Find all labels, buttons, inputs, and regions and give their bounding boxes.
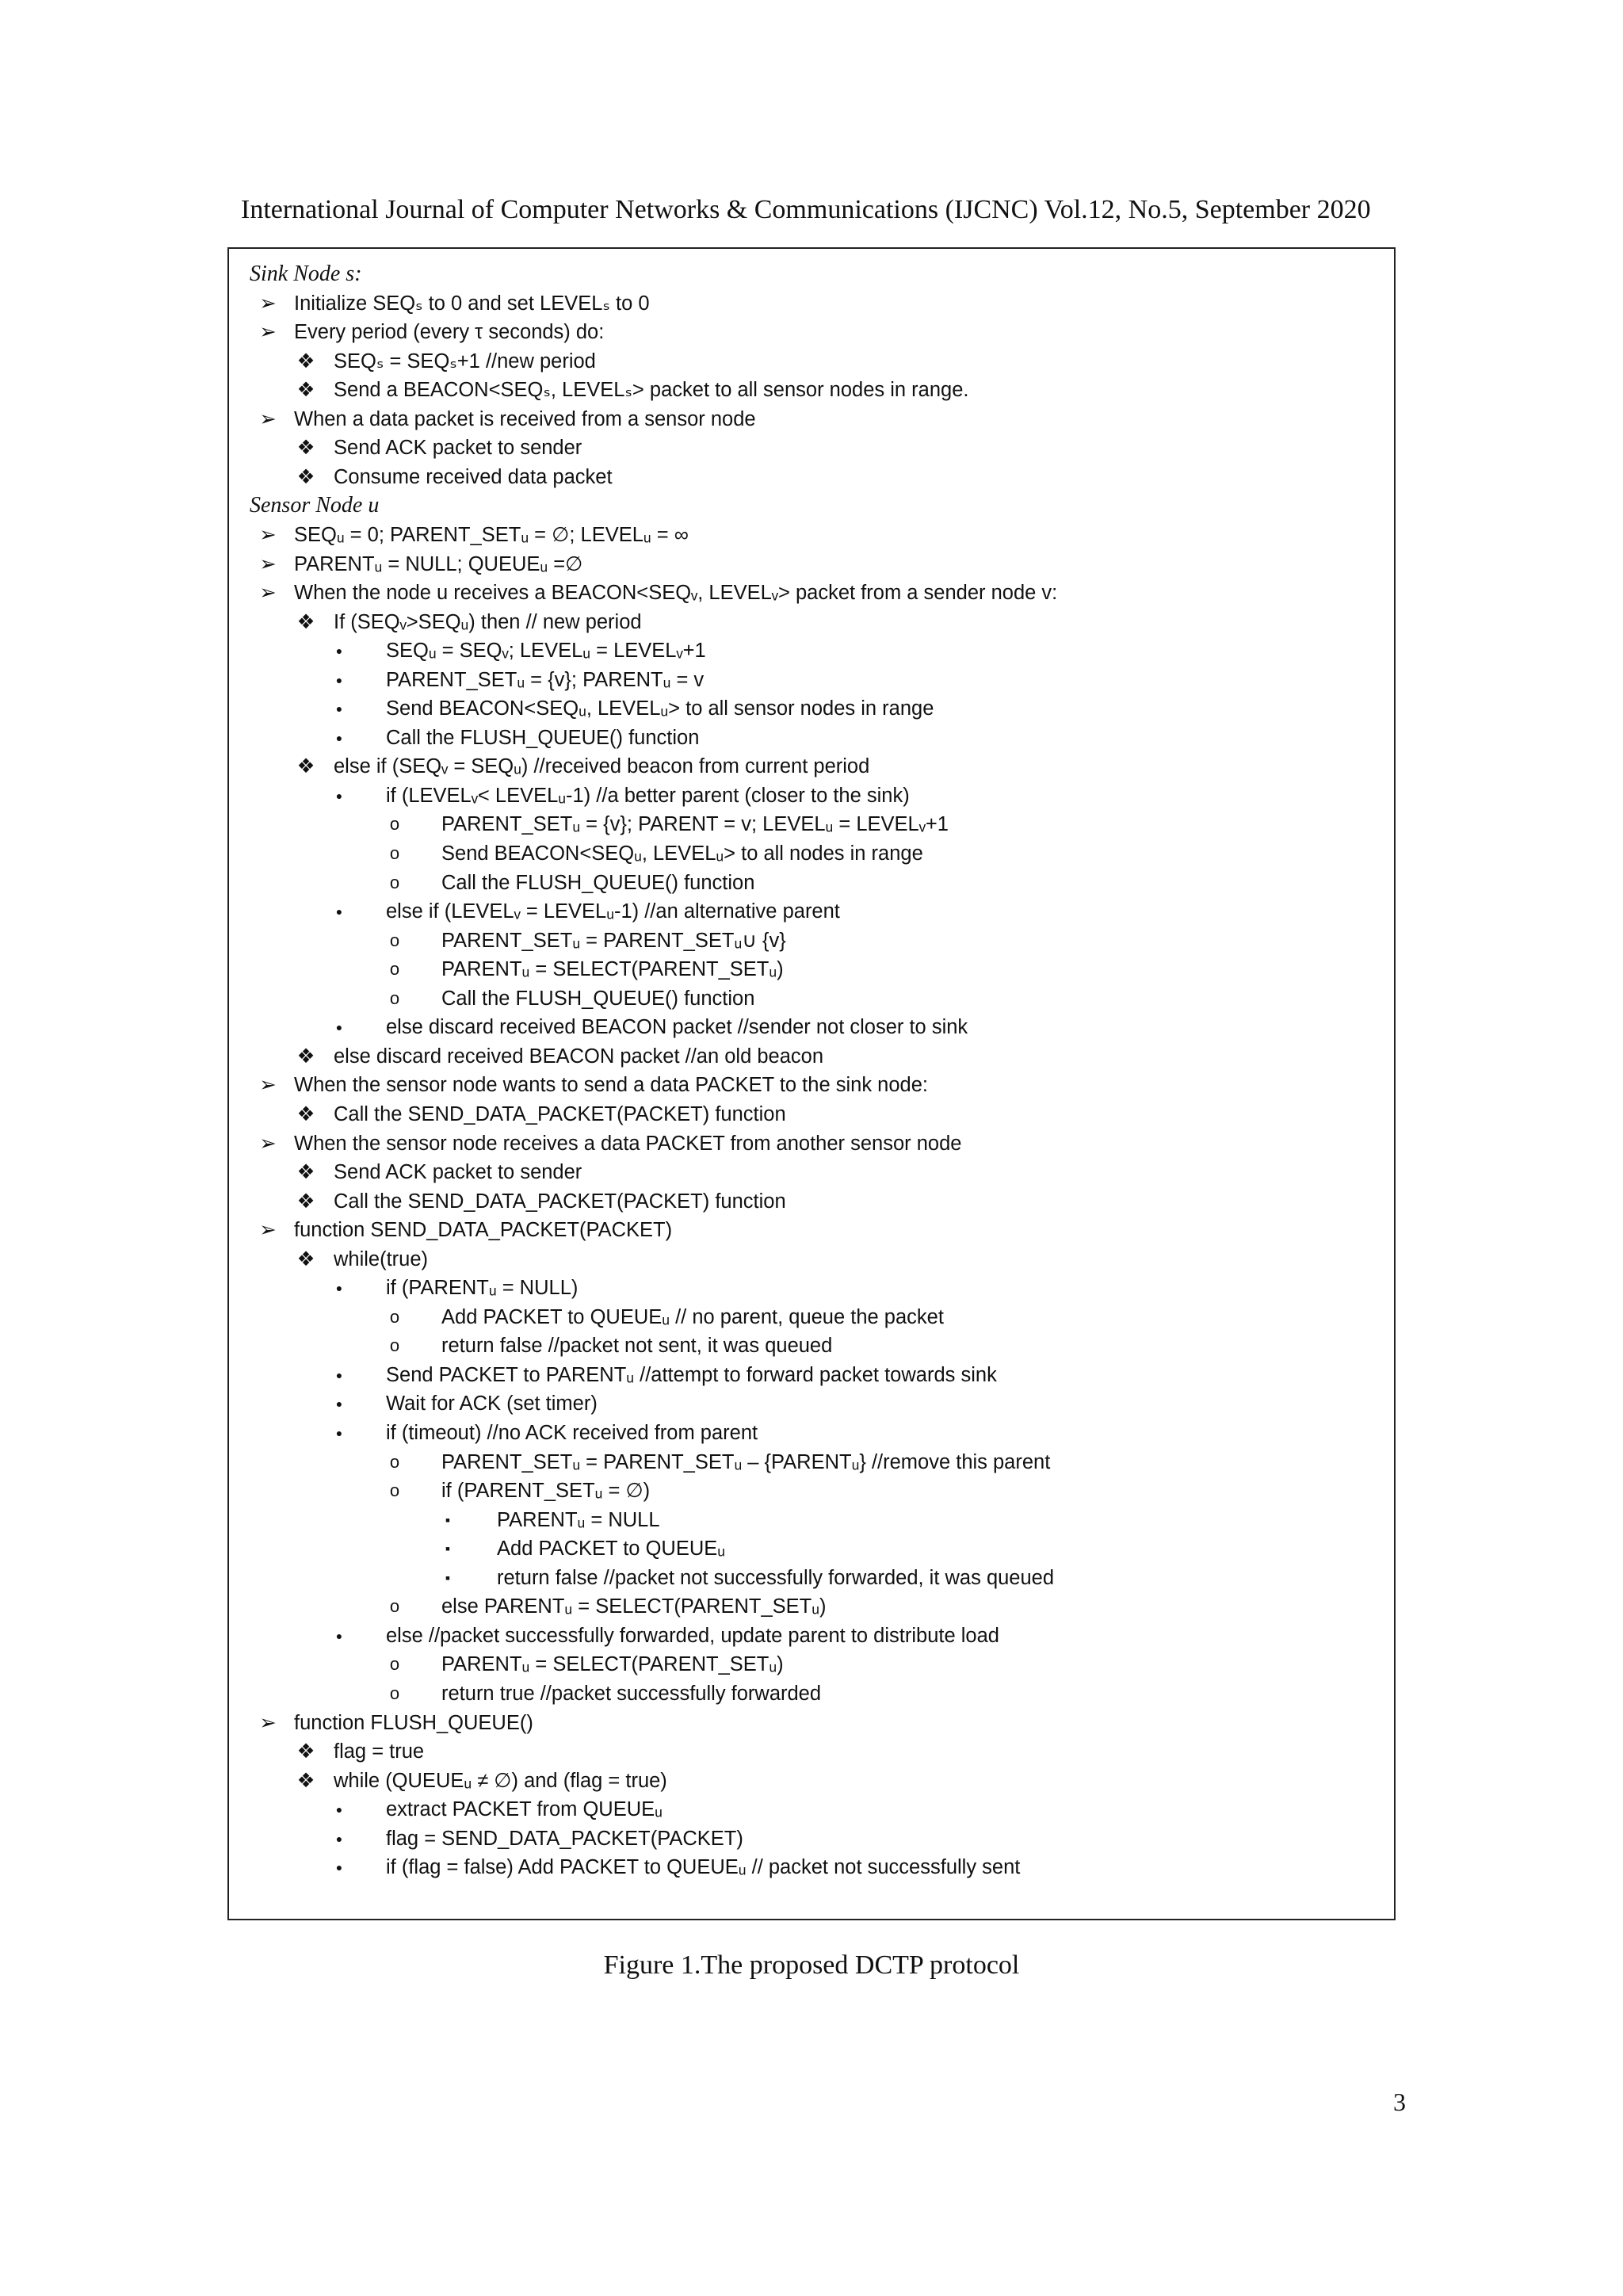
listing-line [229,1158,1386,1186]
bullet-marker: ● [335,1282,343,1295]
bullet-marker: ● [335,702,343,716]
listing-line [229,869,1386,897]
journal-header: International Journal of Computer Networks & Communications (IJCNC) Vol.12, No.5, September 2020 [241,195,1371,224]
listing-line [229,579,1386,607]
bullet-marker: ● [335,1832,343,1845]
listing-text: Initialize SEQₛ to 0 and set LEVELₛ to 0 [294,292,650,315]
listing-line [229,1767,1386,1795]
listing-line [229,405,1386,434]
listing-text: if (flag = false) Add PACKET to QUEUEᵤ // packet not successfully sent [386,1856,1021,1879]
bullet-marker: ➢ [259,552,277,575]
listing-text: Every period (every τ seconds) do: [294,321,605,344]
listing-text: PARENT_SETᵤ = {v}; PARENTᵤ = v [386,668,705,691]
bullet-marker: ❖ [296,379,315,402]
listing-line [229,752,1386,781]
listing-line [229,1274,1386,1302]
listing-text: while (QUEUEᵤ ≠ ∅) and (flag = true) [334,1769,667,1792]
listing-line [229,521,1386,549]
listing-text: function FLUSH_QUEUE() [294,1711,533,1734]
listing-text: PARENTᵤ = NULL [497,1508,660,1531]
listing-text: else if (LEVELᵥ = LEVELᵤ-1) //an alternative parent [386,900,840,923]
listing-line [229,347,1386,376]
bullet-marker: ▪ [445,1541,451,1557]
listing-line [229,434,1386,462]
listing-text: if (timeout) //no ACK received from parent [386,1422,758,1444]
bullet-marker: ● [335,1397,343,1411]
listing-line [229,608,1386,636]
bullet-marker: ● [335,905,343,919]
listing-text: Call the FLUSH_QUEUE() function [386,726,700,749]
listing-text: Send ACK packet to sender [334,437,582,460]
listing-line [229,318,1386,346]
listing-text: flag = SEND_DATA_PACKET(PACKET) [386,1827,743,1850]
bullet-marker: ▪ [445,1569,451,1586]
listing-line [229,724,1386,752]
listing-line [229,1477,1386,1505]
bullet-marker: o [389,1451,400,1472]
bullet-marker: o [389,843,400,863]
listing-text: else PARENTᵤ = SELECT(PARENT_SETᵤ) [441,1595,827,1618]
bullet-marker: o [389,1683,400,1703]
bullet-marker: ➢ [259,1074,277,1097]
listing-text: Call the SEND_DATA_PACKET(PACKET) function [334,1102,786,1125]
listing-line [229,781,1386,810]
bullet-marker: ❖ [296,1045,315,1068]
bullet-marker: ▪ [445,1511,451,1528]
listing-line [229,1129,1386,1158]
bullet-marker: o [389,930,400,950]
listing-line [229,1071,1386,1099]
bullet-marker: ● [335,789,343,802]
bullet-marker: ➢ [259,582,277,605]
listing-text: return true //packet successfully forwarded [441,1682,822,1705]
listing-text: else discard received BEACON packet //an old beacon [334,1045,824,1068]
page-number: 3 [1393,2088,1406,2116]
bullet-marker: o [389,814,400,835]
listing-text: return false //packet not successfully forwarded, it was queued [497,1566,1055,1589]
bullet-marker: ❖ [296,1247,315,1270]
listing-line [229,376,1386,404]
listing-text: When the node u receives a BEACON<SEQᵥ, LEVELᵥ> packet from a sender node v: [294,582,1058,605]
listing-text: else if (SEQᵥ = SEQᵤ) //received beacon from current period [334,755,870,778]
listing-text: If (SEQᵥ>SEQᵤ) then // new period [334,610,642,633]
bullet-marker: o [389,1335,400,1356]
listing-line [229,1419,1386,1447]
bullet-marker: ● [335,673,343,686]
bullet-marker: o [389,988,400,1008]
listing-text: PARENT_SETᵤ = PARENT_SETᵤ – {PARENTᵤ} //remove this parent [441,1450,1051,1473]
bullet-marker: ❖ [296,1190,315,1213]
listing-line [229,1564,1386,1592]
listing-text: Call the SEND_DATA_PACKET(PACKET) function [334,1190,786,1213]
listing-text: Send a BEACON<SEQₛ, LEVELₛ> packet to all sensor nodes in range. [334,379,969,402]
listing-text: Call the FLUSH_QUEUE() function [441,871,755,894]
listing-text: Send BEACON<SEQᵤ, LEVELᵤ> to all sensor nodes in range [386,697,934,720]
listing-line [229,1331,1386,1360]
listing-text: When the sensor node wants to send a data PACKET to the sink node: [294,1074,928,1097]
listing-text: Add PACKET to QUEUEᵤ // no parent, queue the packet [441,1305,944,1328]
listing-text: Wait for ACK (set timer) [386,1392,598,1415]
bullet-marker: ● [335,1861,343,1874]
listing-text: return false //packet not sent, it was queued [441,1335,833,1358]
figure-caption: Figure 1.The proposed DCTP protocol [603,1950,1020,1980]
bullet-marker: o [389,1596,400,1617]
listing-text: Send ACK packet to sender [334,1161,582,1184]
bullet-marker: ● [335,1803,343,1817]
listing-line [229,1303,1386,1331]
section-heading: Sink Node s: [250,262,362,286]
listing-text: PARENTᵤ = NULL; QUEUEᵤ =∅ [294,552,583,575]
listing-line [229,1622,1386,1650]
listing-text: When a data packet is received from a sensor node [294,407,756,430]
bullet-marker: ❖ [296,1769,315,1792]
listing-line [229,1853,1386,1881]
bullet-marker: ● [335,644,343,658]
listing-text: else discard received BEACON packet //sender not closer to sink [386,1016,968,1039]
listing-line [229,1709,1386,1737]
listing-line [229,666,1386,694]
bullet-marker: ● [335,1368,343,1381]
listing-line [229,1795,1386,1824]
listing-text: PARENTᵤ = SELECT(PARENT_SETᵤ) [441,1653,784,1676]
listing-text: if (LEVELᵥ< LEVELᵤ-1) //a better parent (closer to the sink) [386,784,910,807]
listing-text: PARENT_SETᵤ = PARENT_SETᵤ∪ {v} [441,929,786,952]
listing-line [229,839,1386,868]
listing-text: Consume received data packet [334,465,613,488]
bullet-marker: o [389,1306,400,1327]
listing-line [229,1245,1386,1274]
bullet-marker: o [389,959,400,980]
bullet-marker: ➢ [259,1219,277,1242]
bullet-marker: ● [335,1021,343,1034]
listing-line [229,1389,1386,1418]
bullet-marker: ❖ [296,1740,315,1763]
listing-text: flag = true [334,1740,425,1763]
listing-text: else //packet successfully forwarded, update parent to distribute load [386,1624,999,1647]
listing-line [229,1361,1386,1389]
bullet-marker: o [389,1480,400,1501]
listing-line [229,1448,1386,1477]
listing-line [229,1534,1386,1563]
listing-line [229,1592,1386,1621]
listing-line [229,1679,1386,1708]
listing-line [229,1042,1386,1071]
listing-text: if (PARENT_SETᵤ = ∅) [441,1480,651,1503]
bullet-marker: ❖ [296,350,315,372]
listing-line [229,1506,1386,1534]
listing-line [229,1824,1386,1853]
listing-line [229,926,1386,955]
bullet-marker: ❖ [296,437,315,460]
bullet-marker: ➢ [259,321,277,344]
listing-text: When the sensor node receives a data PACKET from another sensor node [294,1132,962,1155]
listing-text: SEQᵤ = 0; PARENT_SETᵤ = ∅; LEVELᵤ = ∞ [294,523,689,546]
bullet-marker: ❖ [296,1161,315,1184]
bullet-marker: ❖ [296,755,315,778]
listing-text: extract PACKET from QUEUEᵤ [386,1798,663,1821]
bullet-marker: o [389,1654,400,1675]
listing-line [229,1650,1386,1679]
listing-text: Send PACKET to PARENTᵤ //attempt to forward packet towards sink [386,1363,997,1386]
listing-line [229,289,1386,318]
listing-text: function SEND_DATA_PACKET(PACKET) [294,1219,673,1242]
bullet-marker: ➢ [259,1132,277,1155]
listing-line [229,1216,1386,1244]
listing-line [229,984,1386,1013]
protocol-figure-box [227,247,1396,1920]
bullet-marker: ❖ [296,1102,315,1125]
bullet-marker: ● [335,1427,343,1439]
bullet-marker: ➢ [259,523,277,546]
bullet-marker: ❖ [296,465,315,488]
listing-text: Call the FLUSH_QUEUE() function [441,987,755,1010]
listing-text: SEQᵤ = SEQᵥ; LEVELᵤ = LEVELᵥ+1 [386,640,706,663]
listing-line [229,1187,1386,1216]
section-heading: Sensor Node u [250,493,380,518]
listing-text: Add PACKET to QUEUEᵤ [497,1538,725,1561]
bullet-marker: o [389,872,400,892]
bullet-marker: ➢ [259,1711,277,1734]
listing-text: if (PARENTᵤ = NULL) [386,1277,579,1300]
listing-text: while(true) [334,1247,429,1270]
bullet-marker: ❖ [296,610,315,633]
bullet-marker: ● [335,731,343,744]
listing-text: PARENT_SETᵤ = {v}; PARENT = v; LEVELᵤ = LEVELᵥ+1 [441,813,949,836]
bullet-marker: ➢ [259,292,277,315]
listing-line [229,955,1386,984]
bullet-marker: ● [335,1629,343,1642]
listing-line [229,694,1386,723]
listing-text: Send BEACON<SEQᵤ, LEVELᵤ> to all nodes in range [441,842,923,865]
bullet-marker: ➢ [259,407,277,430]
listing-text: SEQₛ = SEQₛ+1 //new period [334,350,596,372]
listing-line [229,1100,1386,1129]
listing-line [229,1737,1386,1766]
listing-line [229,810,1386,839]
listing-line [229,463,1386,491]
listing-line [229,1013,1386,1041]
listing-line [229,897,1386,926]
listing-text: PARENTᵤ = SELECT(PARENT_SETᵤ) [441,958,784,981]
listing-line [229,636,1386,665]
listing-line [229,550,1386,579]
